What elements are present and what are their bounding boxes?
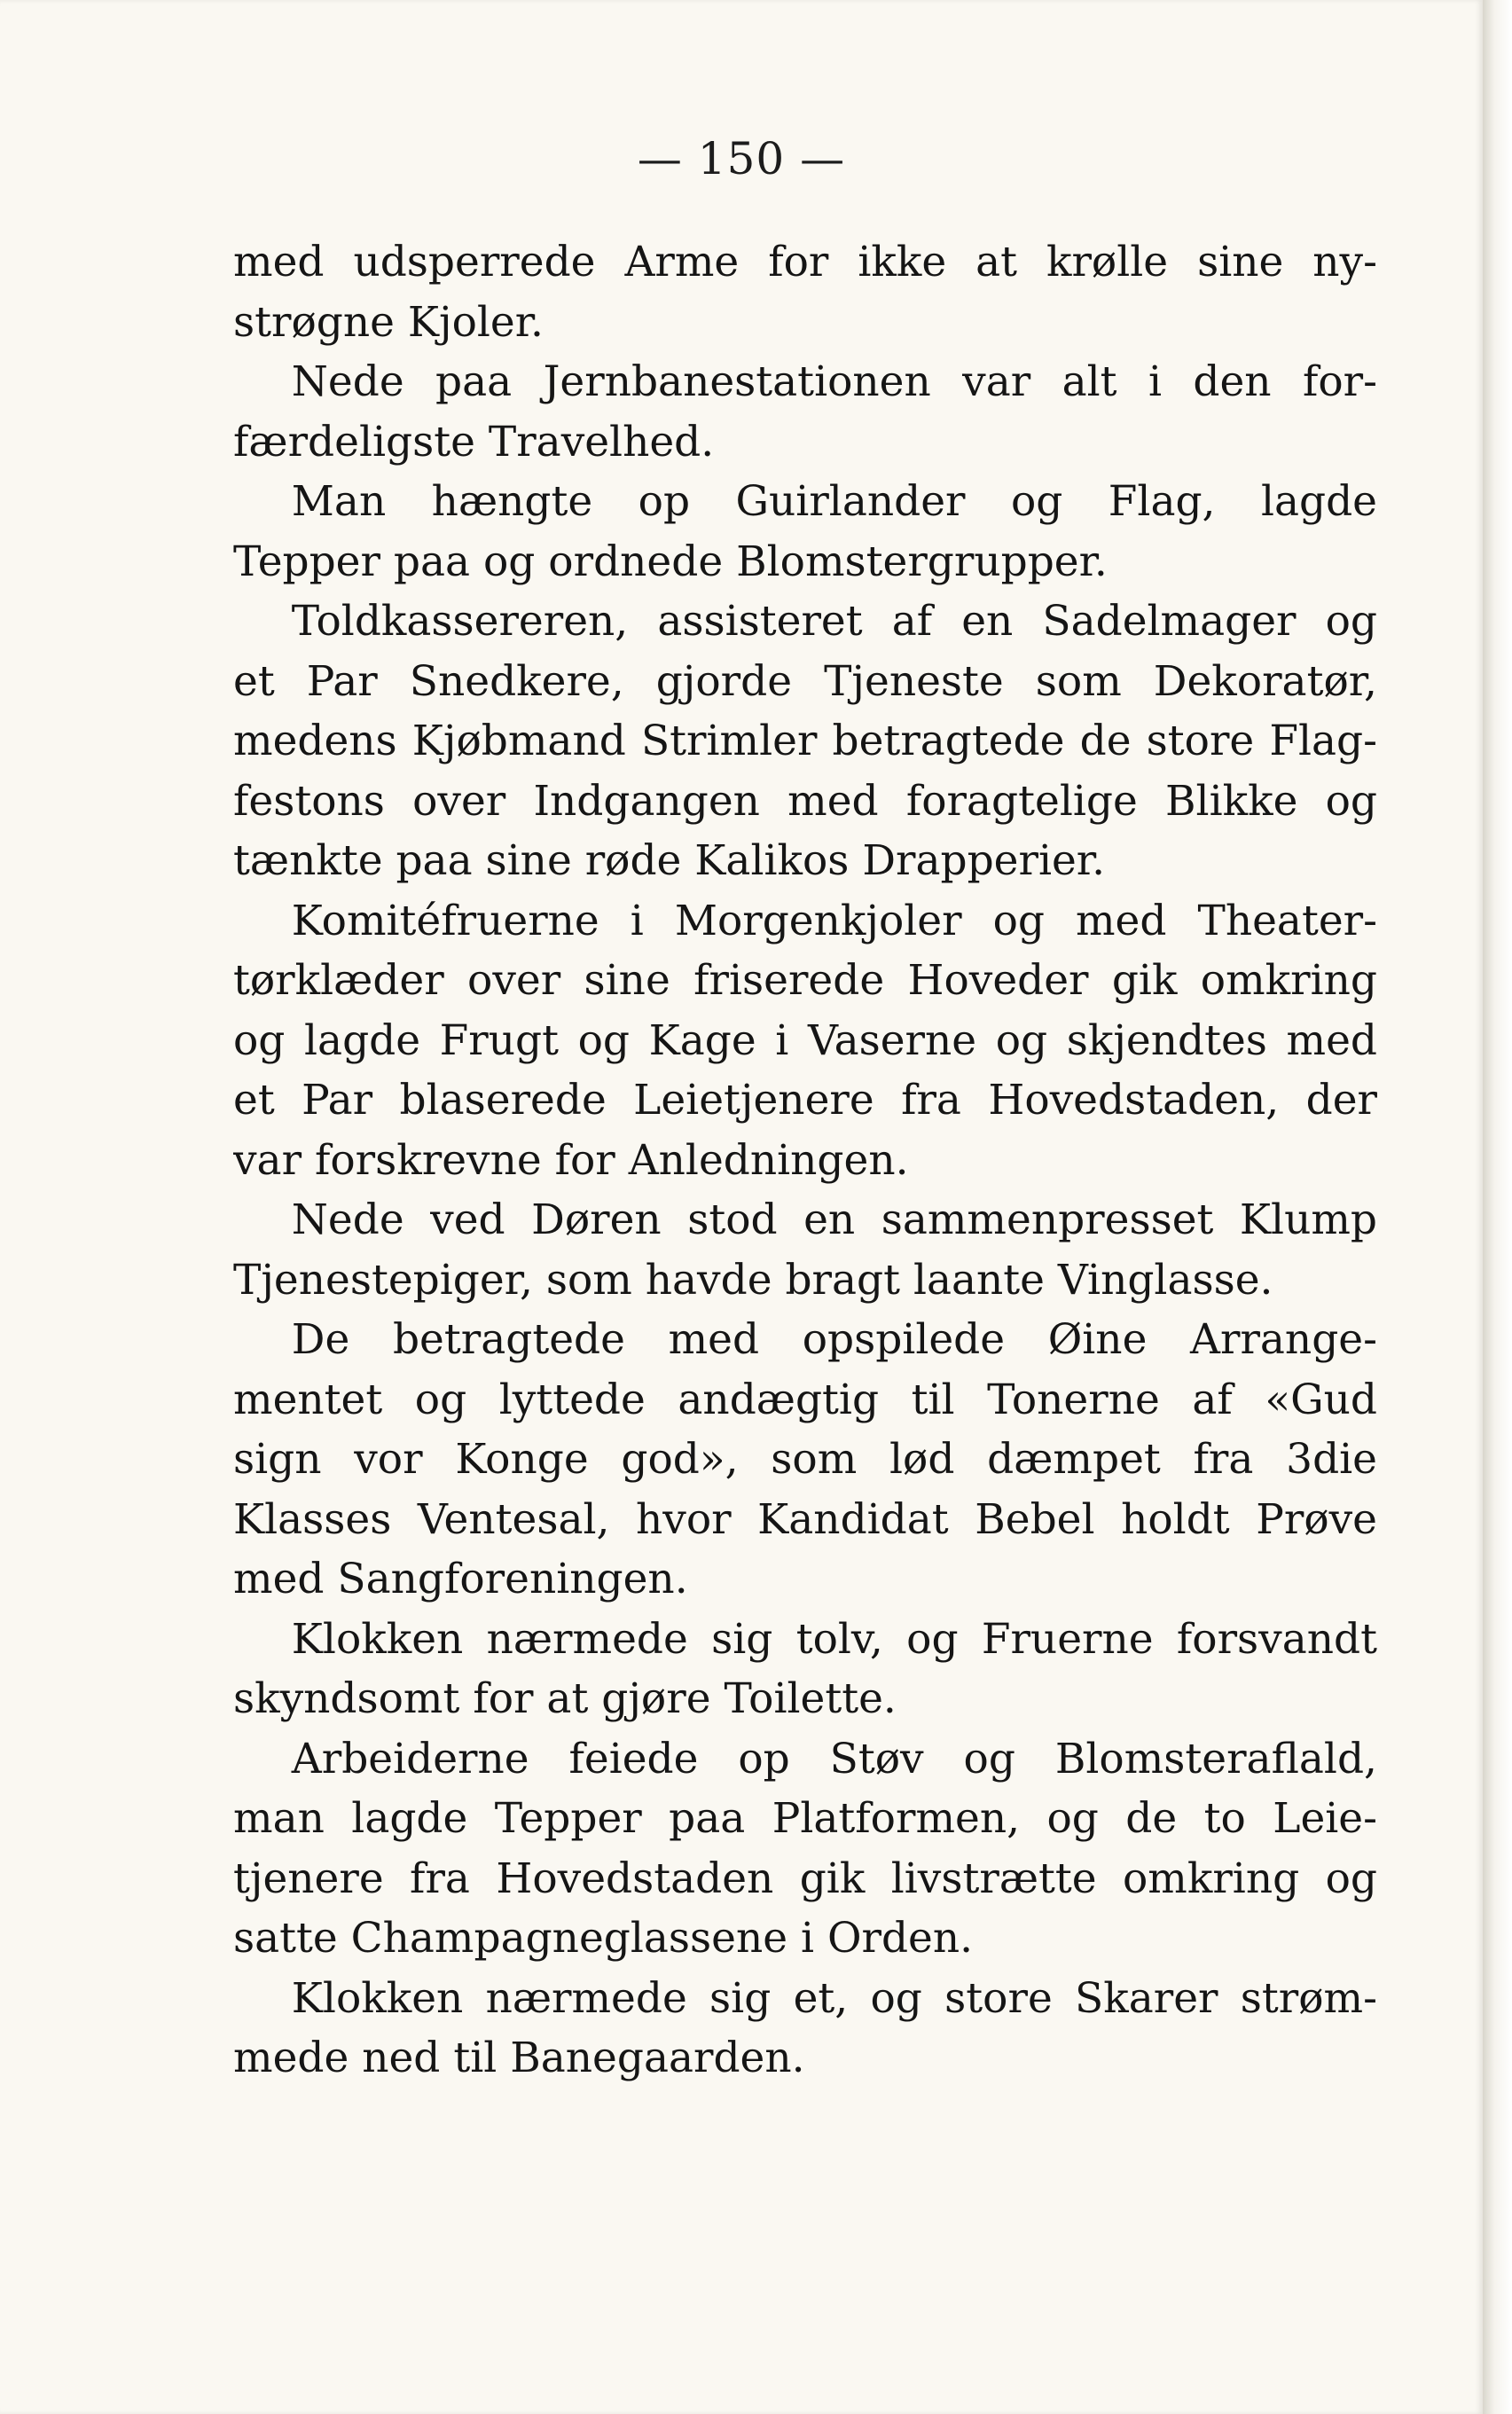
text-line: og lagde Frugt og Kage i Vaserne og skjendtes med xyxy=(233,1015,1377,1065)
text-line: Komitéfruerne i Morgenkjoler og med Theater- xyxy=(291,896,1377,945)
text-line: var forskrevne for Anledningen. xyxy=(233,1135,909,1185)
text-line: medens Kjøbmand Strimler betragtede de store Flag- xyxy=(233,717,1377,765)
text-line: tænkte paa sine røde Kalikos Drapperier. xyxy=(233,836,1106,885)
text-line: Nede ved Døren stod en sammenpresset Klump xyxy=(291,1195,1377,1244)
text-line: satte Champagneglassene i Orden. xyxy=(233,1914,974,1963)
text-line: et Par Snedkere, gjorde Tjeneste som Dekoratør, xyxy=(233,656,1377,706)
text-line: man lagde Tepper paa Platformen, og de to Leie- xyxy=(233,1794,1377,1843)
page-edge xyxy=(1483,0,1512,2414)
text-line: De betragtede med opspilede Øine Arrange- xyxy=(291,1315,1377,1364)
text-line: med udsperrede Arme for ikke at krølle sine ny- xyxy=(233,238,1377,286)
text-line: Nede paa Jernbanestationen var alt i den for- xyxy=(291,357,1377,406)
text-line: et Par blaserede Leietjenere fra Hovedstaden, der xyxy=(233,1076,1377,1125)
text-line: Klokken nærmede sig et, og store Skarer strøm- xyxy=(291,1973,1377,2023)
text-line: festons over Indgangen med foragtelige Blikke og xyxy=(233,776,1377,826)
text-line: skyndsomt for at gjøre Toilette. xyxy=(233,1674,897,1723)
text-line: tjenere fra Hovedstaden gik livstrætte omkring og xyxy=(233,1854,1377,1903)
text-line: Tepper paa og ordnede Blomstergrupper. xyxy=(233,537,1108,586)
text-line: Klokken nærmede sig tolv, og Fruerne forsvandt xyxy=(291,1614,1377,1664)
text-line: tørklæder over sine friserede Hoveder gik omkring xyxy=(233,956,1377,1005)
text-line: færdeligste Travelhed. xyxy=(233,417,715,466)
text-line: mede ned til Banegaarden. xyxy=(233,2034,805,2082)
text-line: sign vor Konge god», som lød dæmpet fra 3die xyxy=(233,1435,1377,1484)
text-line: Man hængte op Guirlander og Flag, lagde xyxy=(291,477,1377,526)
text-line: Arbeiderne feiede op Støv og Blomsteraflald, xyxy=(291,1734,1377,1783)
body-text xyxy=(233,232,1377,2089)
text-line: Klasses Ventesal, hvor Kandidat Bebel holdt Prøve xyxy=(233,1494,1377,1544)
text-line: med Sangforeningen. xyxy=(233,1555,688,1603)
text-line: strøgne Kjoler. xyxy=(233,297,544,347)
text-line: Toldkassereren, assisteret af en Sadelmager og xyxy=(291,597,1377,646)
page-number-header: — 150 — xyxy=(637,133,846,184)
text-line: Tjenestepiger, som havde bragt laante Vinglasse. xyxy=(233,1255,1273,1305)
text-line: mentet og lyttede andægtig til Tonerne af «Gud xyxy=(233,1375,1377,1424)
